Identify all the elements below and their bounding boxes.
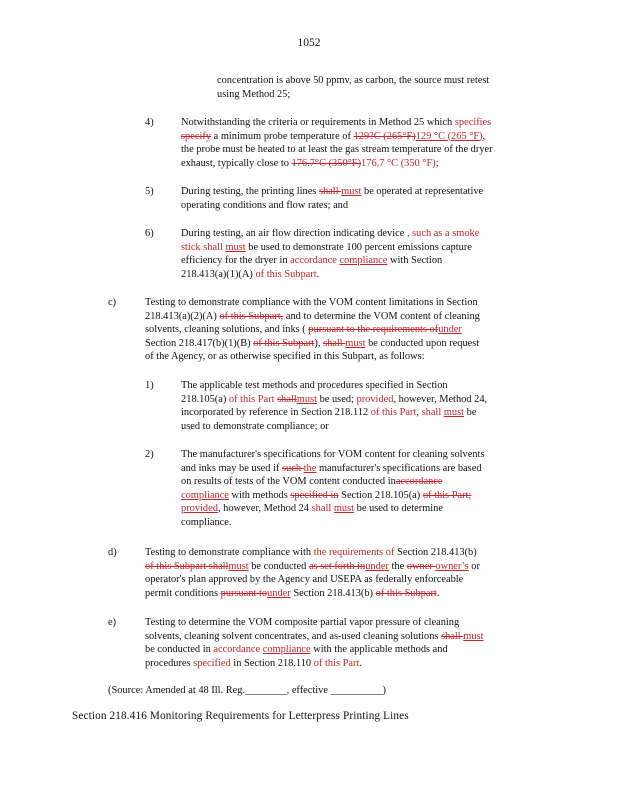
text-run: or: [468, 560, 480, 572]
inserted-text: shall: [311, 503, 332, 514]
text-run: , however, Method 24: [217, 503, 312, 514]
text-line: [181, 502, 443, 516]
text-run: efficiency for the dryer in: [181, 255, 291, 266]
text-run: ,: [416, 407, 422, 418]
text-run: incorporated by reference in Section 218.112: [181, 407, 371, 418]
inserted-text: accordance: [290, 255, 337, 266]
item-label: c): [108, 297, 117, 308]
text-run: 218.413(a)(1)(A): [181, 268, 256, 280]
text-line: [145, 630, 484, 644]
inserted-text: accordance: [213, 644, 261, 655]
text-run: with methods: [228, 489, 291, 501]
text-run: Testing to demonstrate compliance with the VOM content limitations in Section: [145, 297, 478, 308]
text-line: [145, 337, 479, 351]
text-run: permit conditions: [145, 587, 221, 599]
inserted-text: under: [365, 560, 389, 572]
item-label: 6): [145, 228, 154, 239]
text-line: [145, 587, 439, 601]
text-run: and to determine the VOM content of cleaning: [283, 310, 480, 322]
text-line: [145, 323, 462, 337]
text-run: and inks may be used if: [181, 462, 282, 474]
text-run: 218.105(a): [181, 393, 229, 405]
text-run: Section 218.105(a): [338, 489, 423, 501]
text-line: [181, 475, 443, 489]
deleted-text: pursuant to the requirements of: [308, 324, 439, 335]
text-run: , however, Method 24,: [393, 393, 488, 405]
inserted-text: shall: [203, 241, 223, 253]
inserted-text: , such as a smoke: [406, 228, 480, 239]
deleted-text: specify: [181, 130, 212, 142]
text-run: solvents, cleaning solvent concentrates, and as-used cleaning solutions: [145, 630, 442, 642]
text-line: [145, 310, 480, 324]
text-run: compliance.: [181, 516, 232, 528]
inserted-text: the requirements of: [313, 547, 395, 558]
inserted-text: must: [463, 630, 484, 642]
text-run: with the applicable methods and: [310, 644, 448, 655]
deleted-text: of this Subpart: [253, 337, 315, 349]
text-run: be used to determine: [354, 503, 443, 514]
text-run: manufacturer's specifications are based: [316, 462, 482, 474]
section-heading: Section 218.416 Monitoring Requirements for Letterpress Printing Lines: [72, 710, 409, 722]
text-run: Testing to determine the VOM composite partial vapor pressure of cleaning: [145, 617, 460, 628]
text-run: procedures: [145, 657, 194, 669]
text-run: Section 218.413(b): [394, 547, 477, 558]
page-number: 1052: [297, 37, 321, 49]
inserted-text: must: [225, 241, 246, 253]
text-run: concentration is above 50 ppmv, as carbon, the source must retest: [217, 75, 490, 86]
text-line: [181, 393, 487, 407]
text-run: a minimum probe temperature of: [211, 130, 354, 142]
item-label: 4): [145, 117, 154, 128]
deleted-text: 129?C (265°F): [353, 130, 416, 142]
text-line: [181, 199, 348, 213]
text-run: .: [316, 268, 320, 280]
text-line: [181, 406, 476, 420]
text-run: be used;: [316, 393, 357, 405]
text-run: be conducted: [248, 560, 309, 572]
text-run: 218.413(a)(2)(A): [145, 310, 220, 322]
text-run: in Section 218.110: [230, 657, 314, 669]
text-run: ;: [435, 157, 439, 169]
deleted-text: specified in: [290, 489, 339, 501]
text-run: be operated at representative: [361, 186, 484, 197]
inserted-text: must: [333, 503, 355, 514]
deleted-text: shall: [323, 337, 346, 349]
text-run: Notwithstanding the criteria or requirements in Method 25 which: [181, 117, 455, 128]
text-line: [181, 254, 442, 268]
text-run: with Section: [387, 255, 443, 266]
inserted-text: must: [341, 186, 362, 197]
text-run: used to demonstrate compliance; or: [181, 420, 329, 432]
deleted-text: of this Part;: [422, 489, 472, 501]
inserted-text: provided: [181, 503, 218, 514]
text-line: [181, 379, 448, 393]
text-run: (Source: Amended at 48 Ill. Reg.________, effective __________): [108, 685, 386, 696]
text-run: on results of tests of the VOM content conducted in: [181, 476, 396, 487]
text-run: be conducted in: [145, 644, 214, 655]
text-run: The applicable test methods and procedures specified in Section: [181, 380, 448, 391]
text-run: During testing, the printing lines: [181, 186, 319, 197]
deleted-text: of this Subpart,: [219, 310, 284, 322]
text-line: [145, 657, 362, 671]
text-run: be: [464, 407, 477, 418]
deleted-text: accordance: [395, 476, 443, 487]
item-label: e): [108, 617, 117, 628]
text-run: The manufacturer's specifications for VOM content for cleaning solvents: [181, 449, 485, 460]
inserted-text: under: [267, 587, 291, 599]
text-run: ,: [482, 130, 486, 142]
inserted-text: must: [345, 337, 366, 349]
deleted-text: such: [282, 462, 304, 474]
item-label: 5): [145, 186, 154, 197]
inserted-text: compliance: [339, 255, 388, 266]
text-line: [181, 489, 471, 503]
inserted-text: must: [228, 560, 249, 572]
text-line: [145, 296, 478, 310]
text-line: [181, 462, 482, 476]
text-line: [145, 573, 463, 587]
deleted-text: of this Subpart: [375, 587, 437, 599]
inserted-text: the: [303, 462, 317, 474]
inserted-text: of this Part: [228, 393, 275, 405]
inserted-text: must: [443, 407, 465, 418]
text-line: [217, 88, 290, 102]
inserted-text: 129 °C (265 °F): [415, 130, 483, 142]
text-line: [181, 157, 439, 171]
inserted-text: of this Part: [370, 407, 417, 418]
text-run: Section 218.417(b)(1)(B): [145, 337, 254, 349]
text-run: of the Agency, or as otherwise specified in this Subpart, as follows:: [145, 351, 425, 362]
text-line: [145, 616, 459, 630]
item-label: d): [108, 547, 117, 558]
inserted-text: must: [296, 393, 317, 405]
text-run: be conducted upon request: [365, 337, 480, 349]
text-line: [145, 560, 480, 574]
text-run: exhaust, typically close to: [181, 157, 292, 169]
text-run: operating conditions and flow rates; and: [181, 199, 349, 211]
inserted-text: compliance: [181, 489, 229, 501]
inserted-text: specifies: [454, 117, 492, 128]
text-line: [145, 350, 425, 364]
text-run: solvents, cleaning solutions, and inks (: [145, 324, 309, 335]
text-line: [181, 130, 485, 144]
text-run: .: [436, 587, 440, 599]
inserted-text: of this Subpart: [255, 268, 317, 280]
deleted-text: owner: [406, 560, 436, 572]
text-run: Testing to demonstrate compliance with: [145, 547, 314, 558]
deleted-text: 176.7°C (350°F): [291, 157, 362, 169]
text-line: [181, 516, 232, 530]
deleted-text: shall: [318, 186, 342, 197]
inserted-text: owner’s: [435, 560, 469, 572]
text-run: During testing, an air flow direction indicating device: [181, 228, 407, 239]
text-line: [181, 420, 329, 434]
deleted-text: as set forth in: [308, 560, 366, 572]
text-line: [181, 116, 491, 130]
item-label: 2): [145, 449, 154, 460]
deleted-text: pursuant to: [220, 587, 268, 599]
inserted-text: stick: [181, 241, 201, 253]
text-line: [181, 227, 479, 241]
inserted-text: provided: [356, 393, 394, 405]
text-line: [181, 143, 493, 157]
text-line: [181, 185, 483, 199]
inserted-text: specified: [193, 657, 231, 669]
inserted-text: shall: [421, 407, 442, 418]
text-run: operator's plan approved by the Agency and USEPA as federally enforceable: [145, 574, 464, 585]
text-line: [217, 74, 489, 88]
deleted-text: of this Subpart shall: [145, 560, 229, 572]
deleted-text: shall: [277, 393, 297, 405]
text-line: [181, 448, 485, 462]
inserted-text: compliance: [262, 644, 311, 655]
text-line: [145, 546, 477, 560]
text-line: [145, 643, 448, 657]
text-line: [181, 268, 319, 282]
text-run: the: [388, 560, 407, 572]
text-line: [108, 684, 386, 698]
text-run: ),: [314, 337, 324, 349]
text-line: [181, 241, 472, 255]
item-label: 1): [145, 380, 154, 391]
text-run: Section 218.413(b): [290, 587, 376, 599]
text-run: using Method 25;: [217, 88, 291, 100]
text-run: the probe must be heated to at least the gas stream temperature of the dryer: [181, 144, 493, 155]
text-run: be used to demonstrate 100 percent emissions capture: [245, 241, 472, 253]
inserted-text: 176.7 °C (350 °F): [361, 157, 436, 169]
inserted-text: of this Part: [313, 657, 360, 669]
text-run: .: [359, 657, 362, 669]
inserted-text: under: [438, 324, 462, 335]
deleted-text: shall: [441, 630, 464, 642]
